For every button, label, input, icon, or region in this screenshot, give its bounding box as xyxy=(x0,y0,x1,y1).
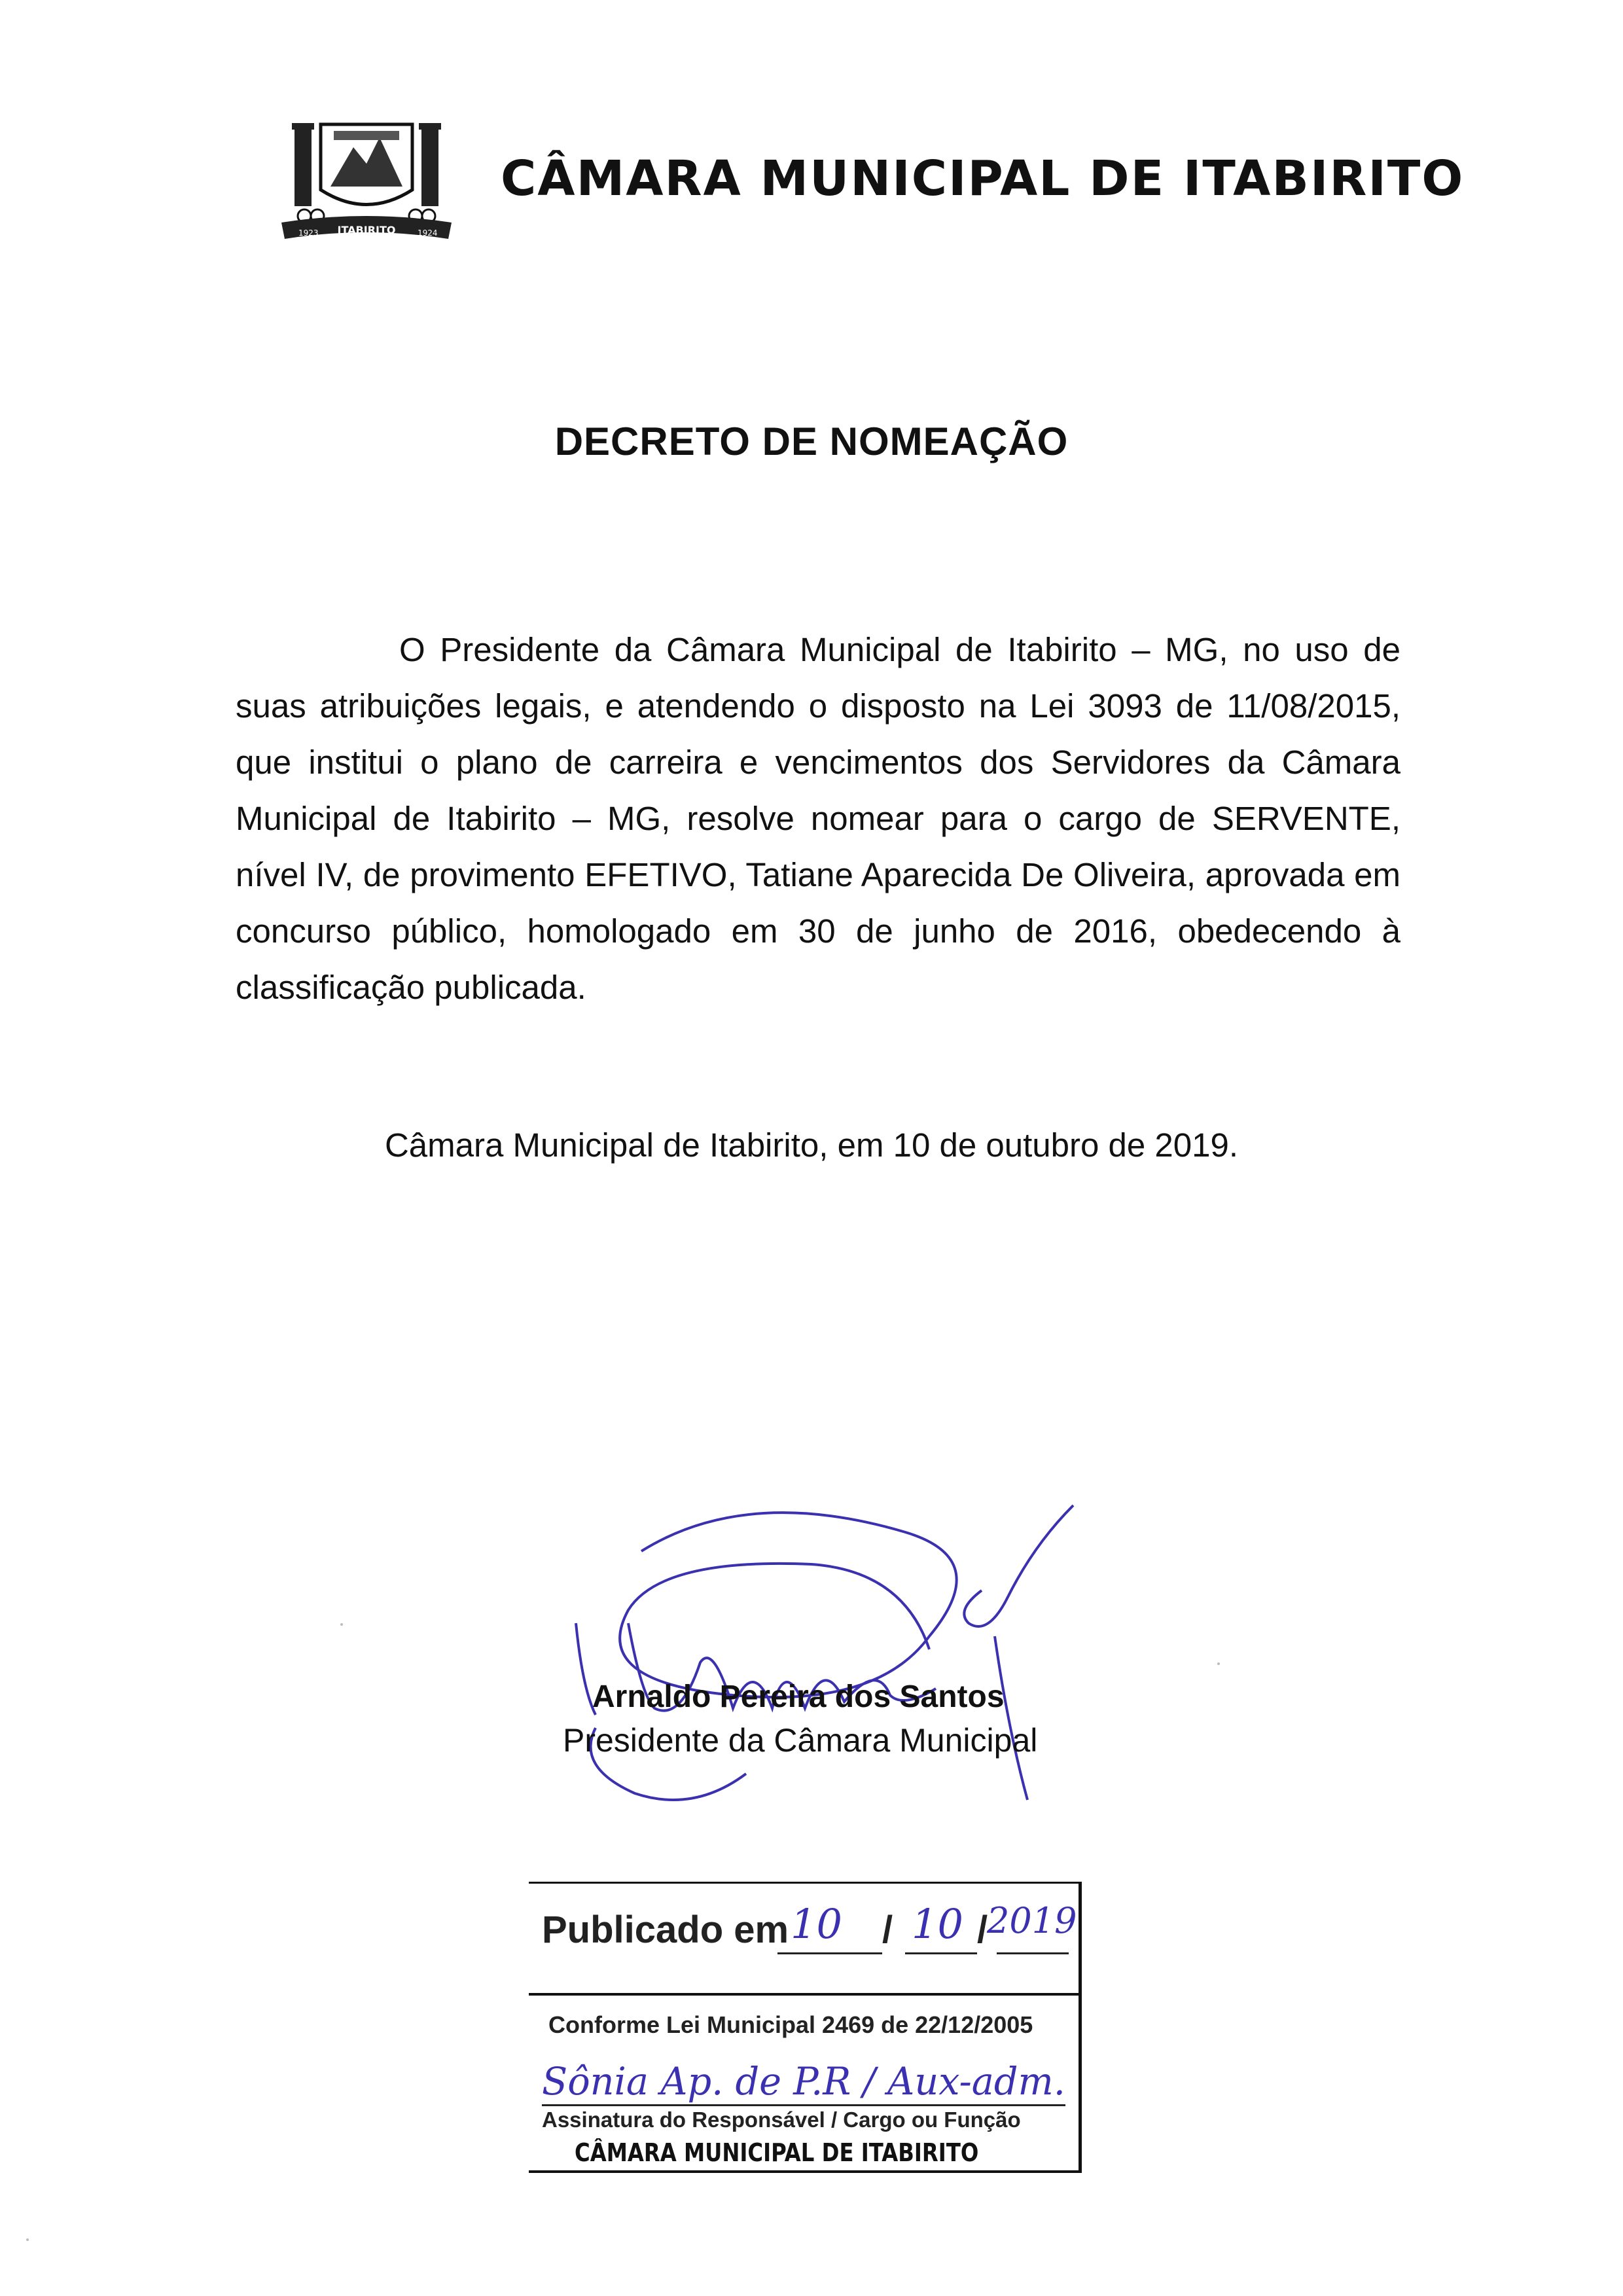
day-underline xyxy=(777,1952,882,1954)
date-slash: / xyxy=(977,1909,988,1951)
published-label: Publicado em xyxy=(542,1909,789,1951)
handwritten-signature-icon xyxy=(537,1492,1093,1833)
stamp-bottom-border xyxy=(529,2170,1082,2173)
signer-name: Arnaldo Pereira dos Santos xyxy=(592,1679,1005,1714)
month-underline xyxy=(905,1952,977,1954)
svg-text:Sônia Ap. de P.R / Aux-adm.: Sônia Ap. de P.R / Aux-adm. xyxy=(542,2059,1065,2104)
signature-line xyxy=(542,2104,1065,2106)
scan-speck xyxy=(1217,1662,1220,1665)
date-slash: / xyxy=(882,1909,893,1951)
stamp-divider xyxy=(529,1993,1079,1996)
document-title: DECRETO DE NOMEAÇÃO xyxy=(554,420,1069,463)
responsible-signature-icon xyxy=(535,2049,1079,2108)
svg-text:ITABIRITO: ITABIRITO xyxy=(337,224,396,236)
decree-body: O Presidente da Câmara Municipal de Itabirito – MG, no uso de suas atribuições legais, e atendendo o disposto na Lei 3093 de 11/08/2015, que institui o plano de carreira e vencimentos dos Servidores da Câmara Municipal de Itabirito – MG, resolve nomear para o cargo de SERVENTE, nível IV, de provimento EFETIVO, Tatiane Aparecida De Oliveira, aprovada em concurso público, homologado em 30 de junho de 2016, obedecendo à classificação publicada. xyxy=(236,631,1400,1006)
stamp-org-name: CÂMARA MUNICIPAL DE ITABIRITO xyxy=(575,2138,979,2167)
published-year: 2019 xyxy=(987,1900,1077,1941)
svg-text:1923: 1923 xyxy=(298,228,319,238)
scan-speck xyxy=(340,1623,343,1626)
year-underline xyxy=(997,1952,1069,1954)
signature-caption: Assinatura do Responsável / Cargo ou Função xyxy=(542,2108,1021,2132)
stamp-right-border xyxy=(1079,1882,1082,2173)
stamp-top-border xyxy=(529,1882,1082,1884)
signer-role: Presidente da Câmara Municipal xyxy=(563,1722,1038,1759)
svg-text:1924: 1924 xyxy=(418,228,438,238)
publication-stamp xyxy=(529,1882,1082,2173)
published-month: 10 xyxy=(912,1900,963,1948)
scan-speck xyxy=(26,2238,29,2241)
published-day: 10 xyxy=(791,1900,842,1948)
org-name: CÂMARA MUNICIPAL DE ITABIRITO xyxy=(501,151,1465,207)
law-reference: Conforme Lei Municipal 2469 de 22/12/2005 xyxy=(548,2011,1033,2038)
letterhead xyxy=(281,111,1465,249)
city-crest-icon xyxy=(281,111,452,242)
date-line: Câmara Municipal de Itabirito, em 10 de outubro de 2019. xyxy=(384,1126,1239,1164)
